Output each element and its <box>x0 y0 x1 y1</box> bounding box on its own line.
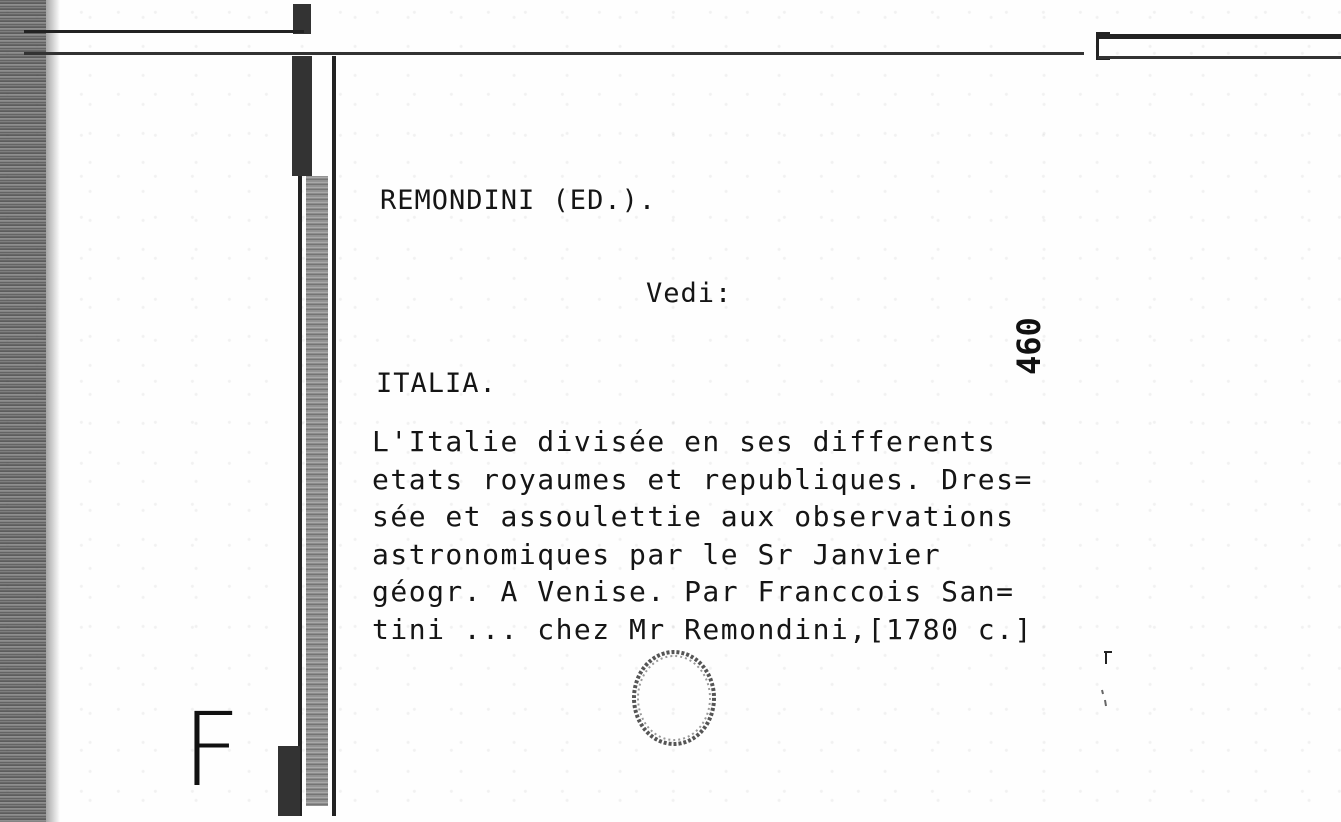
margin-mark-icon <box>1100 650 1114 710</box>
top-rule-right-lower <box>1098 56 1341 59</box>
top-rule-long <box>24 52 1084 55</box>
top-rule-right <box>1098 34 1341 39</box>
call-number: 460 <box>1010 317 1048 375</box>
body-line: etats royaumes et republiques. Dres= <box>372 462 1033 496</box>
card-body <box>372 423 1072 648</box>
binding-shadow <box>46 0 60 822</box>
body-line: géogr. A Venise. Par Franccois San= <box>372 575 1015 608</box>
binding-edge <box>0 0 46 822</box>
body-line: astronomiques par le Sr Janvier <box>372 537 942 571</box>
oval-stamp-icon <box>626 646 722 750</box>
see-reference-label: Vedi: <box>646 278 733 309</box>
card-heading: REMONDINI (ED.). <box>380 185 657 216</box>
body-line: sée et assoulettie aux observations <box>372 500 1015 533</box>
rod-shaded-core <box>306 176 328 806</box>
top-rule-short <box>24 30 304 33</box>
handwritten-mark: F <box>182 691 241 810</box>
rod-top-block <box>292 56 312 176</box>
body-line: L'Italie divisée en ses differents <box>372 425 997 458</box>
body-line: tini ... chez Mr Remondini,[1780 c.] <box>372 612 1033 646</box>
card-subject: ITALIA. <box>376 368 497 399</box>
card-rod <box>298 56 336 816</box>
rod-bottom-block <box>278 746 300 816</box>
